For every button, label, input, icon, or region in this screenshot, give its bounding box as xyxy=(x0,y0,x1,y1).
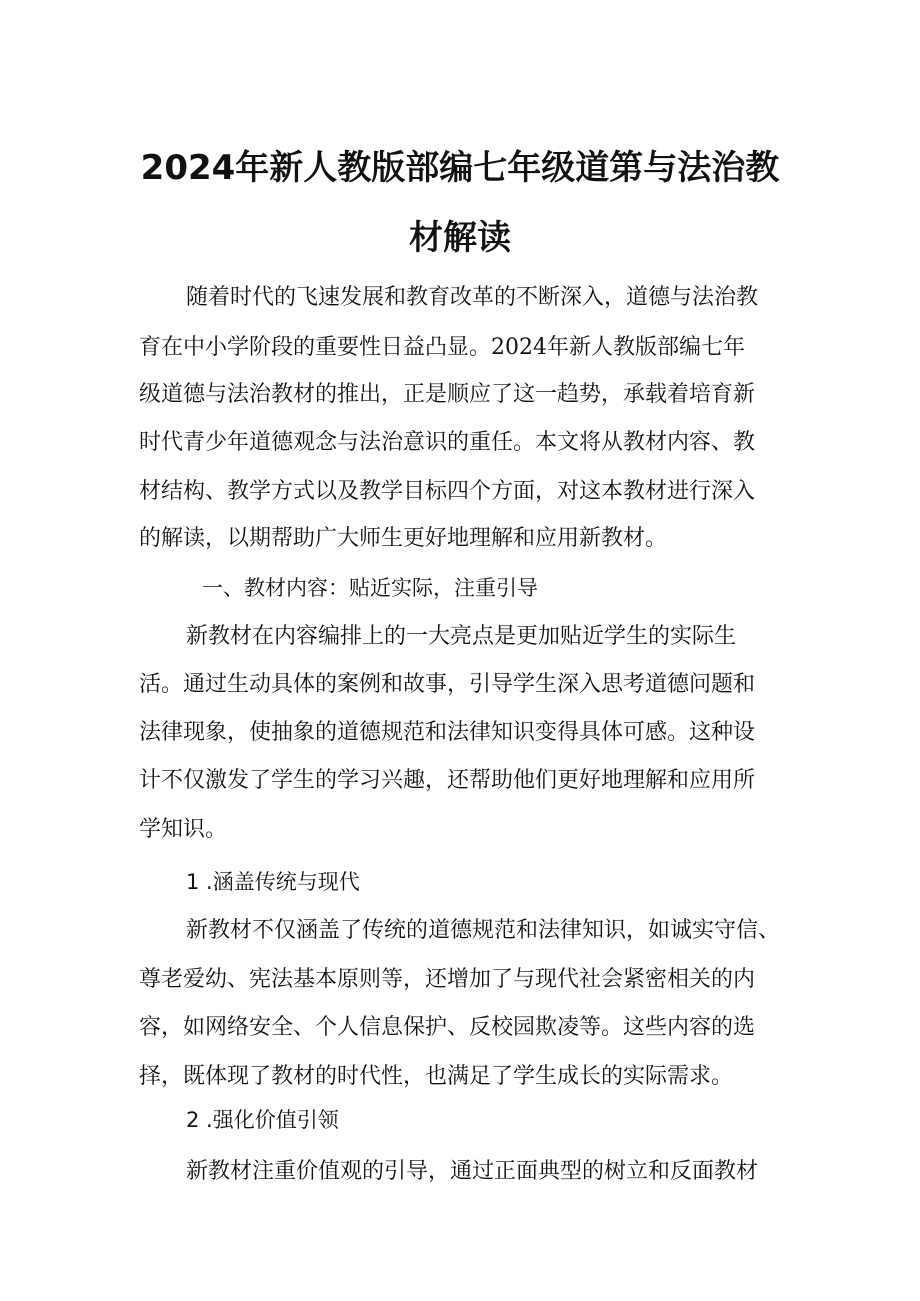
intro-line-4: 时代青少年道德观念与法治意识的重任。本文将从教材内容、教 xyxy=(139,430,756,455)
subsection-1-line-4: 择，既体现了教材的时代性，也满足了学生成长的实际需求。 xyxy=(139,1064,734,1089)
title-line-2: 材解读 xyxy=(409,218,511,258)
section-1-line-5: 学知识。 xyxy=(139,817,228,842)
intro-line-1: 随着时代的飞速发展和教育改革的不断深入，道德与法治教 xyxy=(186,285,759,310)
section-1-line-4: 计不仅激发了学生的学习兴趣，还帮助他们更好地理解和应用所 xyxy=(139,768,756,793)
section-1-line-1: 新教材在内容编排上的一大亮点是更加贴近学生的实际生 xyxy=(186,624,737,649)
title-line-1: 2024年新人教版部编七年级道第与法治教 xyxy=(140,148,780,188)
intro-line-6: 的解读，以期帮助广大师生更好地理解和应用新教材。 xyxy=(139,526,668,551)
subsection-2-heading: 2 .强化价值引领 xyxy=(186,1108,339,1132)
subsection-1-line-2: 尊老爱幼、宪法基本原则等，还增加了与现代社会紧密相关的内 xyxy=(139,967,756,992)
subsection-1-line-3: 容，如网络安全、个人信息保护、反校园欺凌等。这些内容的选 xyxy=(139,1015,756,1040)
subsection-1-heading: 1 .涵盖传统与现代 xyxy=(186,870,360,894)
intro-line-5: 材结构、教学方式以及教学目标四个方面，对这本教材进行深入 xyxy=(139,479,756,504)
subsection-2-line-1: 新教材注重价值观的引导，通过正面典型的树立和反面教材 xyxy=(186,1159,759,1184)
intro-line-3: 级道德与法治教材的推出，正是顺应了这一趋势，承载着培育新 xyxy=(139,382,756,407)
subsection-1-line-1: 新教材不仅涵盖了传统的道德规范和法律知识，如诚实守信、 xyxy=(186,918,781,943)
intro-line-2: 育在中小学阶段的重要性日益凸显。2024年新人教版部编七年 xyxy=(139,335,745,360)
section-1-line-2: 活。通过生动具体的案例和故事，引导学生深入思考道德问题和 xyxy=(139,672,756,697)
section-1-heading: 一、教材内容：贴近实际，注重引导 xyxy=(202,576,538,600)
section-1-line-3: 法律现象，使抽象的道德规范和法律知识变得具体可感。这种设 xyxy=(139,720,756,745)
